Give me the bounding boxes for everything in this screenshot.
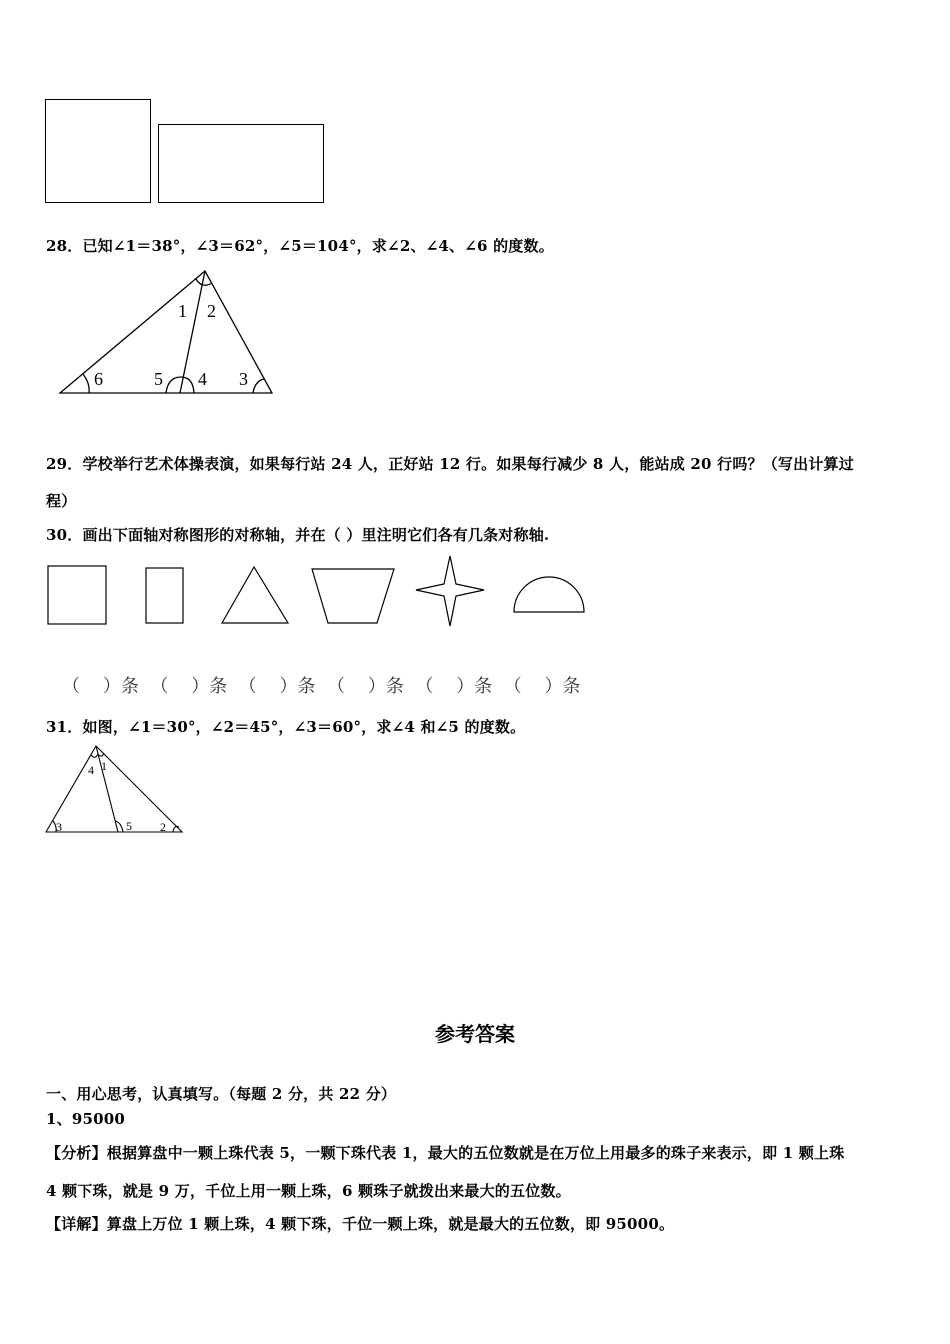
answer-analysis-line1: 【分析】根据算盘中一颗上珠代表 5，一颗下珠代表 1，最大的五位数就是在万位上用最多的珠子来表示，即 1 颗上珠: [46, 1144, 845, 1162]
q28-label-3: 3: [239, 369, 248, 389]
q28-label-5: 5: [154, 369, 163, 389]
q28-label-1: 1: [178, 301, 187, 321]
q29-line1: 29．学校举行艺术体操表演，如果每行站 24 人，正好站 12 行。如果每行减少 8 人，能站成 20 行吗？（写出计算过: [46, 455, 854, 473]
q31-triangle-figure: [40, 742, 190, 842]
q31-label-5: 5: [126, 819, 132, 833]
q31-label-3: 3: [56, 820, 62, 834]
top-figures: [0, 0, 950, 220]
answers-section-1: 一、用心思考，认真填写。（每题 2 分，共 22 分）: [46, 1085, 397, 1103]
q31-arc-4: [91, 754, 98, 757]
shape-triangle: [222, 567, 288, 623]
q28-arc-6: [83, 374, 89, 393]
shape-square: [48, 566, 106, 624]
rectangle-box: [159, 125, 324, 203]
q31-label-1: 1: [101, 759, 107, 773]
q28-triangle-figure: [50, 265, 310, 405]
shape-trapezoid: [312, 569, 394, 623]
q31-arc-1: [99, 753, 104, 756]
q31-label-2: 2: [160, 820, 166, 834]
q28-label-6: 6: [94, 369, 103, 389]
shape-four-point-star: [416, 556, 484, 626]
q30-blanks: （ ）条 （ ）条 （ ）条 （ ）条 （ ）条 （ ）条: [62, 676, 581, 697]
answers-title: 参考答案: [435, 1022, 515, 1046]
answer-item-1: 1、95000: [46, 1110, 126, 1128]
q28-arc-3: [253, 379, 264, 393]
q31-label-4: 4: [88, 763, 94, 777]
q28-label-4: 4: [198, 369, 207, 389]
q30-text: 30．画出下面轴对称图形的对称轴，并在（ ）里注明它们各有几条对称轴.: [46, 526, 550, 544]
q31-inner-line: [96, 746, 118, 832]
q28-label-2: 2: [207, 301, 216, 321]
q29-line2: 程）: [46, 492, 77, 510]
shape-semicircle: [514, 577, 584, 612]
square-box: [46, 100, 151, 203]
answer-detail: 【详解】算盘上万位 1 颗上珠，4 颗下珠，千位一颗上珠，就是最大的五位数，即 95000。: [46, 1215, 675, 1233]
q28-text: 28．已知∠1＝38°，∠3＝62°，∠5＝104°，求∠2、∠4、∠6 的度数。: [46, 237, 554, 255]
shape-rectangle: [146, 568, 183, 623]
q31-text: 31．如图，∠1＝30°，∠2＝45°，∠3＝60°，求∠4 和∠5 的度数。: [46, 718, 526, 736]
answer-analysis-line2: 4 颗下珠，就是 9 万，千位上用一颗上珠，6 颗珠子就拨出来最大的五位数。: [46, 1182, 571, 1200]
q30-shapes: [0, 556, 950, 636]
